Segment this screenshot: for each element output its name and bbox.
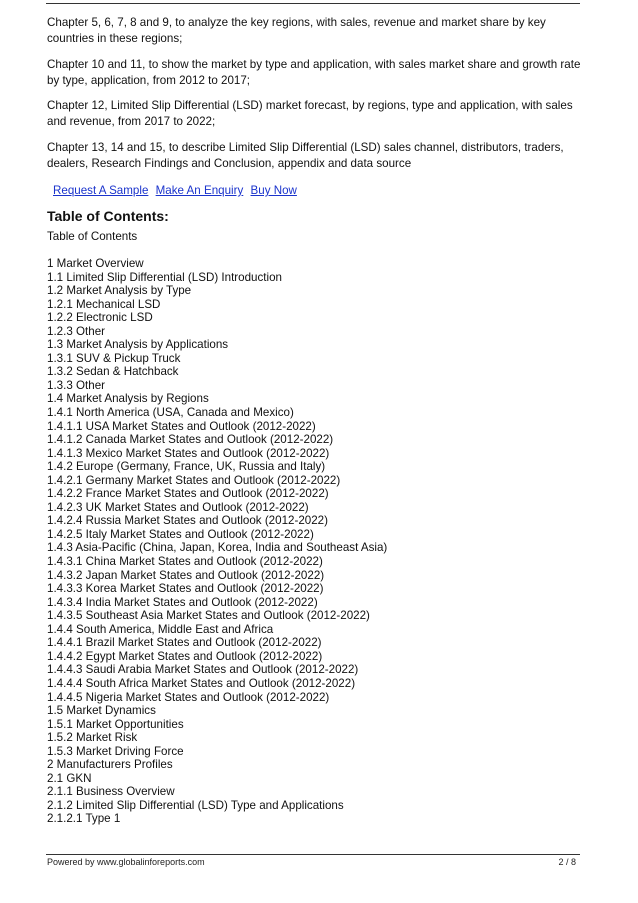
- toc-item: 1.4.1.2 Canada Market States and Outlook (2012-2022): [47, 433, 334, 447]
- toc-item: 1.4.4.3 Saudi Arabia Market States and Outlook (2012-2022): [47, 663, 359, 677]
- toc-item: 1 Market Overview: [47, 257, 144, 270]
- toc-item: 1.4.4.2 Egypt Market States and Outlook (2012-2022): [47, 649, 323, 663]
- toc-item: 1.4.4 South America, Middle East and Africa: [47, 622, 274, 636]
- toc-item: 2 Manufacturers Profiles: [47, 758, 173, 772]
- toc-item: 1.4.1 North America (USA, Canada and Mexico): [47, 406, 294, 420]
- page-content: [47, 15, 587, 826]
- toc-item: 1.4.2.4 Russia Market States and Outlook (2012-2022): [47, 514, 328, 528]
- toc-item: 1.5.2 Market Risk: [47, 731, 138, 745]
- footer-rule: [46, 854, 580, 855]
- toc-item: 1.4.2.2 France Market States and Outlook (2012-2022): [47, 487, 329, 501]
- toc-item: 1.4 Market Analysis by Regions: [47, 392, 209, 406]
- toc-item: 1.3.3 Other: [47, 378, 106, 392]
- request-sample-link[interactable]: Request A Sample: [53, 184, 149, 197]
- footer-source: Powered by www.globalinforeports.com: [47, 857, 205, 867]
- toc-item: 1.4.1.3 Mexico Market States and Outlook (2012-2022): [47, 446, 330, 460]
- toc-item: 1.5.1 Market Opportunities: [47, 717, 184, 731]
- toc-item: 1.2.2 Electronic LSD: [47, 311, 153, 325]
- toc-item: 2.1.2.1 Type 1: [47, 812, 121, 826]
- toc-item: 1.4.2.3 UK Market States and Outlook (2012-2022): [47, 500, 309, 514]
- toc-item: 1.3.2 Sedan & Hatchback: [47, 365, 179, 379]
- toc-item: 2.1.2 Limited Slip Differential (LSD) Type and Applications: [47, 798, 344, 812]
- action-links: [53, 181, 587, 199]
- buy-now-link[interactable]: Buy Now: [250, 184, 297, 197]
- paragraph-chapters-5-9: Chapter 5, 6, 7, 8 and 9, to analyze the key regions, with sales, revenue and market share by key countries in these regions;: [47, 16, 546, 45]
- toc-item: 1.5 Market Dynamics: [47, 704, 156, 718]
- toc-item: 1.4.3.5 Southeast Asia Market States and Outlook (2012-2022): [47, 609, 370, 623]
- toc-heading: Table of Contents:: [47, 208, 169, 224]
- toc-item: 1.2.1 Mechanical LSD: [47, 297, 161, 311]
- toc-item: 1.3.1 SUV & Pickup Truck: [47, 351, 181, 365]
- paragraph-chapters-10-11: Chapter 10 and 11, to show the market by type and application, with sales market share and growth rate by type, application, from 2012 to 2017;: [47, 57, 581, 87]
- paragraph-chapter-12: Chapter 12, Limited Slip Differential (LSD) market forecast, by regions, type and application, with sales and revenue, from 2017 to 2022;: [47, 99, 573, 128]
- toc-item: 1.4.4.1 Brazil Market States and Outlook (2012-2022): [47, 636, 322, 650]
- page-number: 2 / 8: [558, 857, 576, 867]
- toc-item: 1.5.3 Market Driving Force: [47, 744, 184, 758]
- toc-item: 1.4.2 Europe (Germany, France, UK, Russia and Italy): [47, 460, 326, 474]
- toc-item: 1.4.1.1 USA Market States and Outlook (2012-2022): [47, 419, 316, 433]
- toc-item: 1.4.3.1 China Market States and Outlook (2012-2022): [47, 555, 323, 569]
- toc-list: [47, 257, 587, 826]
- paragraph-chapters-13-15: Chapter 13, 14 and 15, to describe Limited Slip Differential (LSD) sales channel, distributors, traders, dealers, Research Findings and Conclusion, appendix and data source: [47, 140, 564, 170]
- toc-item: 1.4.3.4 India Market States and Outlook (2012-2022): [47, 595, 318, 609]
- toc-item: 1.3 Market Analysis by Applications: [47, 338, 229, 352]
- toc-item: 1.4.3.2 Japan Market States and Outlook (2012-2022): [47, 568, 325, 582]
- toc-item: 1.4.4.4 South Africa Market States and Outlook (2012-2022): [47, 676, 356, 690]
- toc-title: Table of Contents: [47, 230, 138, 243]
- toc-item: 2.1 GKN: [47, 771, 92, 785]
- toc-item: 1.4.3.3 Korea Market States and Outlook (2012-2022): [47, 582, 324, 596]
- toc-item: 1.1 Limited Slip Differential (LSD) Introduction: [47, 270, 282, 284]
- make-enquiry-link[interactable]: Make An Enquiry: [155, 184, 244, 197]
- toc-item: 1.2 Market Analysis by Type: [47, 284, 192, 298]
- toc-item: 2.1.1 Business Overview: [47, 785, 175, 799]
- toc-item: 1.4.2.5 Italy Market States and Outlook (2012-2022): [47, 527, 314, 541]
- toc-item: 1.4.2.1 Germany Market States and Outlook (2012-2022): [47, 473, 341, 487]
- toc-item: 1.4.4.5 Nigeria Market States and Outlook (2012-2022): [47, 690, 330, 704]
- toc-item: 1.4.3 Asia-Pacific (China, Japan, Korea, India and Southeast Asia): [47, 541, 388, 555]
- toc-item: 1.2.3 Other: [47, 324, 106, 338]
- top-rule: [46, 3, 580, 4]
